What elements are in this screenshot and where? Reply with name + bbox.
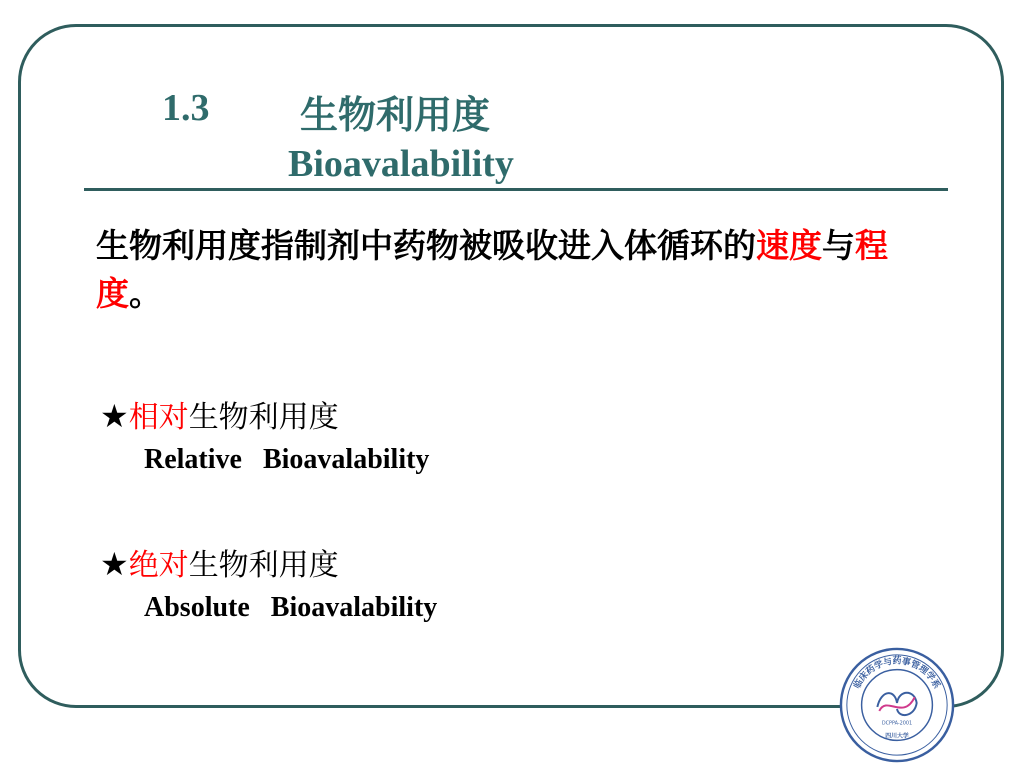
seal-top-text: 临床药学与药事管理学系 — [852, 656, 942, 691]
definition-period: 。 — [129, 274, 162, 313]
bullet-absolute — [100, 540, 339, 584]
bullet-relative-english: Relative Bioavalability — [144, 444, 430, 475]
department-seal-logo — [838, 646, 956, 764]
bullet-relative — [100, 392, 339, 436]
title-divider — [84, 188, 948, 191]
definition-conjunction: 与 — [822, 226, 855, 265]
star-icon: ★ — [100, 545, 129, 583]
definition-extent: 程度 — [96, 226, 888, 313]
title-chinese: 生物利用度 — [300, 93, 491, 137]
seal-center-text: DCPPA-2001 — [881, 720, 913, 727]
bullet-absolute-text: 生物利用度 — [188, 548, 339, 583]
definition-text: 生物利用度指制剂中药物被吸收进入体循环的 — [96, 226, 756, 265]
definition-speed: 速度 — [756, 226, 822, 265]
bullet-absolute-highlight: 绝对 — [128, 548, 189, 583]
star-icon: ★ — [100, 397, 129, 435]
bullet-relative-text: 生物利用度 — [188, 400, 339, 435]
bullet-absolute-english: Absolute Bioavalability — [144, 592, 438, 623]
seal-bottom-text: 四川大学 — [885, 733, 909, 740]
definition-paragraph — [96, 222, 946, 318]
title-english: Bioavalability — [288, 143, 514, 185]
title-number: 1.3 — [162, 87, 210, 129]
bullet-relative-highlight: 相对 — [128, 400, 189, 435]
